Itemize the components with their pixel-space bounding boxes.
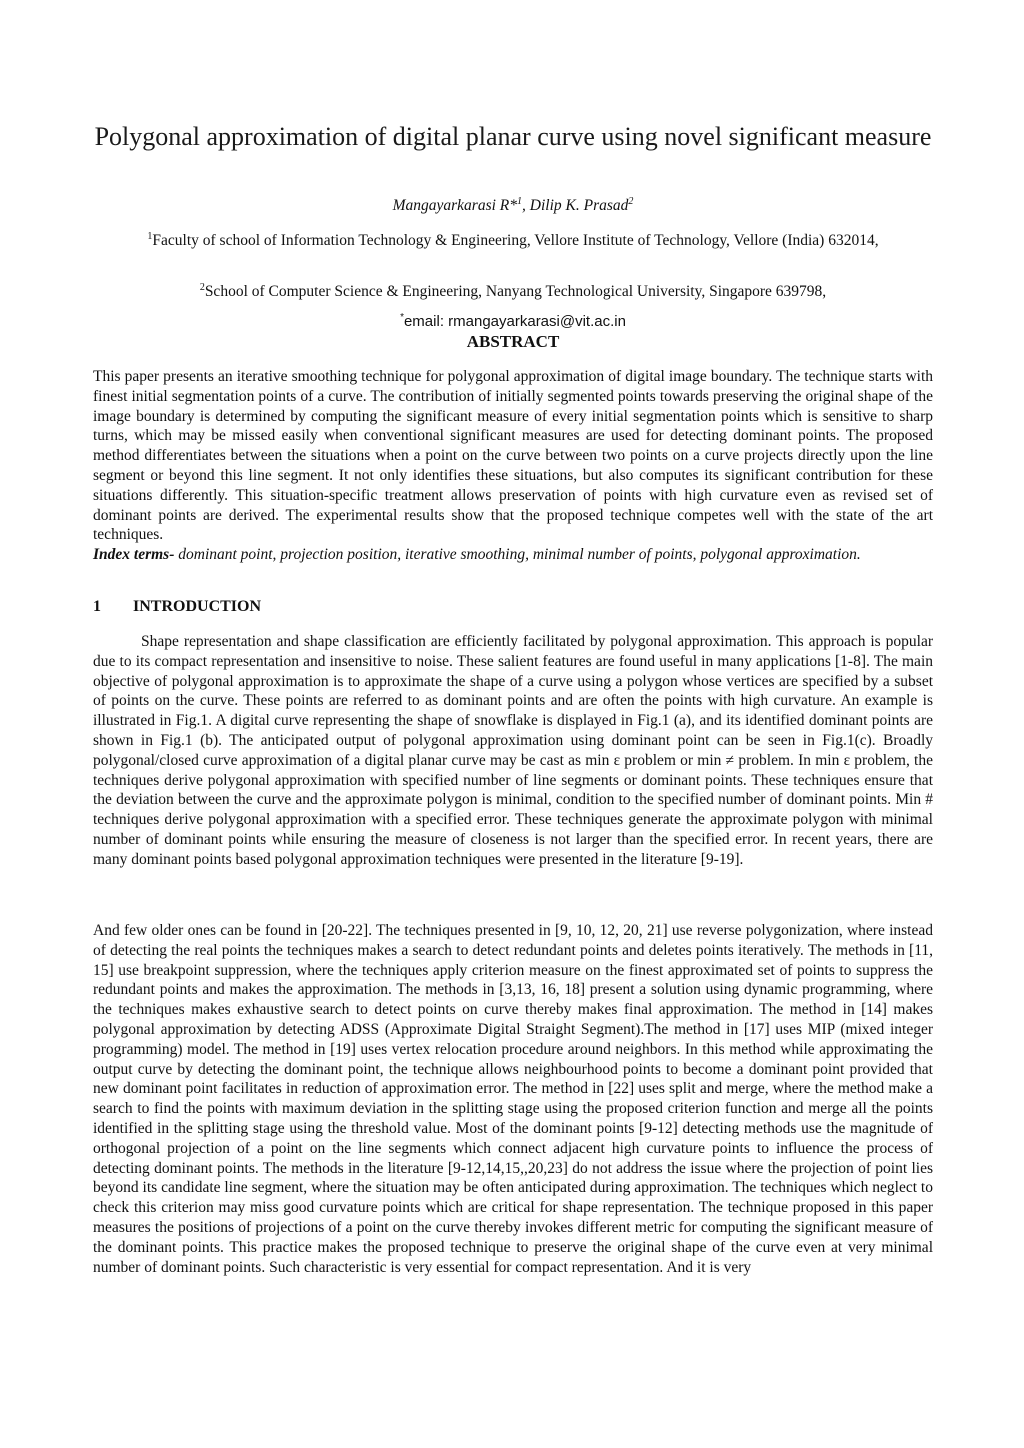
section-title: INTRODUCTION (133, 598, 262, 615)
affiliation-1-text: Faculty of school of Information Technology & Engineering, Vellore Institute of Technology, Vellore (India) 632014, (152, 232, 879, 249)
section-heading (93, 598, 933, 616)
author-line (93, 197, 933, 215)
author-1: Mangayarkarasi R* (392, 197, 518, 214)
author-2-affiliation-mark: 2 (628, 195, 634, 207)
author-2: , Dilip K. Prasad (522, 197, 629, 214)
contact-email (93, 313, 933, 330)
affiliation-1-mark: 1 (147, 230, 153, 242)
author-1-affiliation-mark: 1 (517, 195, 523, 207)
intro-paragraph-1: Shape representation and shape classification are efficiently facilitated by polygonal approximation. This approach is popular due to its compact representation and insensitive to noise. These salient features are found useful in many applications [1-8]. The main objective of polygonal approximation is to approximate the shape of a curve using a polygon whose vertices are specified by a subset of points on the curve. These points are referred to as dominant points and are often the points with high curvature. An example is illustrated in Fig.1. A digital curve representing the shape of snowflake is displayed in Fig.1 (a), and its identified dominant points are shown in Fig.1 (b). The anticipated output of polygonal approximation using dominant point can be seen in Fig.1(c). Broadly polygonal/closed curve approximation of a digital planar curve may be cast as min ε problem or min ≠ problem. In min ε problem, the techniques derive polygonal approximation with specified number of line segments or dominant points. These techniques ensure that the deviation between the curve and the approximate polygon is minimal, condition to the specified number of dominant points. Min # techniques derive polygonal approximation with a specified error. These techniques generate the approximate polygon with minimal number of dominant points while ensuring the measure of closeness is not larger than the specified error. In recent years, there are many dominant points based polygonal approximation techniques were presented in the literature [9-19]. (93, 633, 933, 868)
affiliation-2-mark: 2 (199, 281, 205, 293)
abstract-body: This paper presents an iterative smoothing technique for polygonal approximation of digital image boundary. The technique starts with finest initial segmentation points of a curve. The contribution of initially segmented points towards preserving the original shape of the image boundary is determined by computing the significant measure of every initial segmentation points which is sensitive to sharp turns, which may be missed easily when conventional significant measures are used for detecting dominant points. The proposed method differentiates between the situations when a point on the curve between two points on a curve projects directly upon the line segment or beyond this line segment. It not only identifies these situations, but also computes its significant contribution for these situations differently. This situation-specific treatment allows preservation of points with high curvature even as revised set of dominant points are derived. The experimental results show that the proposed technique competes well with the state of the art techniques. (93, 368, 933, 544)
section-number: 1 (93, 598, 101, 615)
abstract-heading: ABSTRACT (466, 332, 560, 351)
affiliation-1 (93, 231, 933, 250)
affiliation-2 (93, 282, 933, 301)
index-terms (93, 545, 933, 565)
email-mark: * (400, 312, 404, 323)
intro-paragraph-2: And few older ones can be found in [20-22]. The techniques presented in [9, 10, 12, 20, 21] use reverse polygonization, where instead of detecting the real points the techniques makes a search to detect redundant points and deletes points iteratively. The methods in [11, 15] use breakpoint suppression, where the techniques apply criterion measure on the finest approximated set of points to suppress the redundant points and makes the approximation. The methods in [3,13, 16, 18] present a solution using dynamic programming, where the techniques makes exhaustive search to detect points on curve thereby makes final approximation. The method in [14] makes polygonal approximation by detecting ADSS (Approximate Digital Straight Segment).The method in [17] uses MIP (mixed integer programming) model. The method in [19] uses vertex relocation procedure around neighbors. In this method while approximating the output curve by detecting the dominant point, the technique allows neighbourhood points to become a dominant point provided that new dominant point facilitates in reduction of approximation error. The method in [22] uses split and merge, where the method make a search to find the points with maximum deviation in the splitting stage using the proposed criterion function and merge all the points identified in the splitting stage using the threshold value. Most of the dominant points [9-12] detecting methods use the magnitude of orthogonal projection of a point on the line segments which connect adjacent high curvature points to influence the process of detecting dominant points. The methods in the literature [9-12,14,15,,20,23] do not address the issue where the projection of point lies beyond its candidate line segment, where the situation may be often anticipated during approximation. The techniques which neglect to check this criterion may miss good curvature points which are critical for shape representation. The technique proposed in this paper measures the positions of projections of a point on the curve thereby invokes different metric for computing the significant measure of the dominant points. This practice makes the proposed technique to preserve the original shape of the curve even at very minimal number of dominant points. Such characteristic is very essential for compact representation. And it is very (93, 922, 933, 1276)
email-text: email: rmangayarkarasi@vit.ac.in (403, 313, 626, 330)
affiliation-2-text: School of Computer Science & Engineering, Nanyang Technological University, Singapore 639798, (204, 283, 827, 300)
index-terms-text: dominant point, projection position, iterative smoothing, minimal number of points, polygonal approximation. (174, 546, 861, 563)
paper-title: Polygonal approximation of digital planar curve using novel significant measure (94, 122, 932, 151)
index-terms-label: Index terms- (93, 546, 175, 563)
